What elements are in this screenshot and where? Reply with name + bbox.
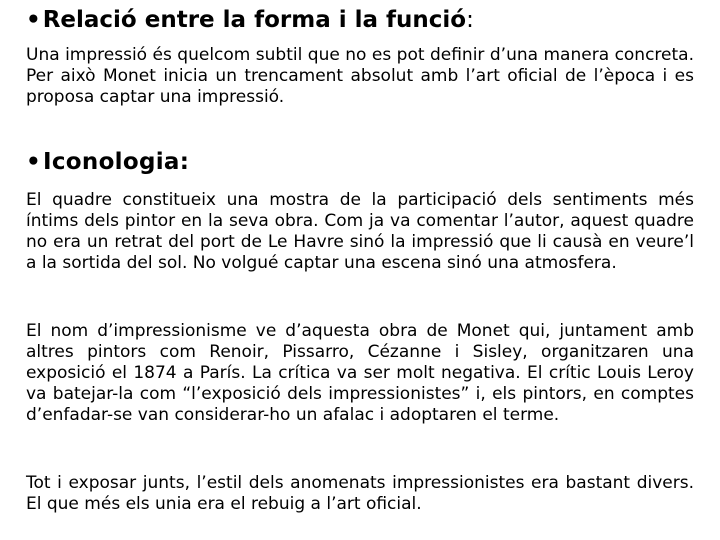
section-title: Iconologia [43,149,180,175]
bullet-icon: • [26,149,42,175]
section-heading-form-function [26,6,474,34]
paragraph-form-function: Una impressió és quelcom subtil que no es pot definir d’una manera concreta. Per això Monet inicia un trencament absolut amb l’art oficial de l’època i es proposa captar una impressió. [26,45,694,107]
section-title: Relació entre la forma i la funció [42,7,467,33]
bullet-icon: • [26,7,41,33]
section-title-colon: : [466,7,474,33]
paragraph-iconology-1: El quadre constitueix una mostra de la participació dels sentiments més íntims dels pintor en la seva obra. Com ja va comentar l’autor, aquest quadre no era un retrat del port de Le Havre sinó la impressió que li causà en veure’l a la sortida del sol. No volgué captar una escena sinó una atmosfera. [26,190,694,273]
paragraph-iconology-2: El nom d’impressionisme ve d’aquesta obra de Monet qui, juntament amb altres pintors com Renoir, Pissarro, Cézanne i Sisley, organitzaren una exposició el 1874 a París. La crítica va ser molt negativa. El crític Louis Leroy va batejar-la com “l’exposició dels impressionistes” i, els pintors, en comptes d’enfadar-se van considerar-ho un afalac i adoptaren el terme. [26,321,694,425]
section-title-colon: : [179,149,190,175]
section-heading-iconology [26,148,189,176]
paragraph-iconology-3: Tot i exposar junts, l’estil dels anomenats impressionistes era bastant divers. El que més els unia era el rebuig a l’art oficial. [26,473,694,514]
